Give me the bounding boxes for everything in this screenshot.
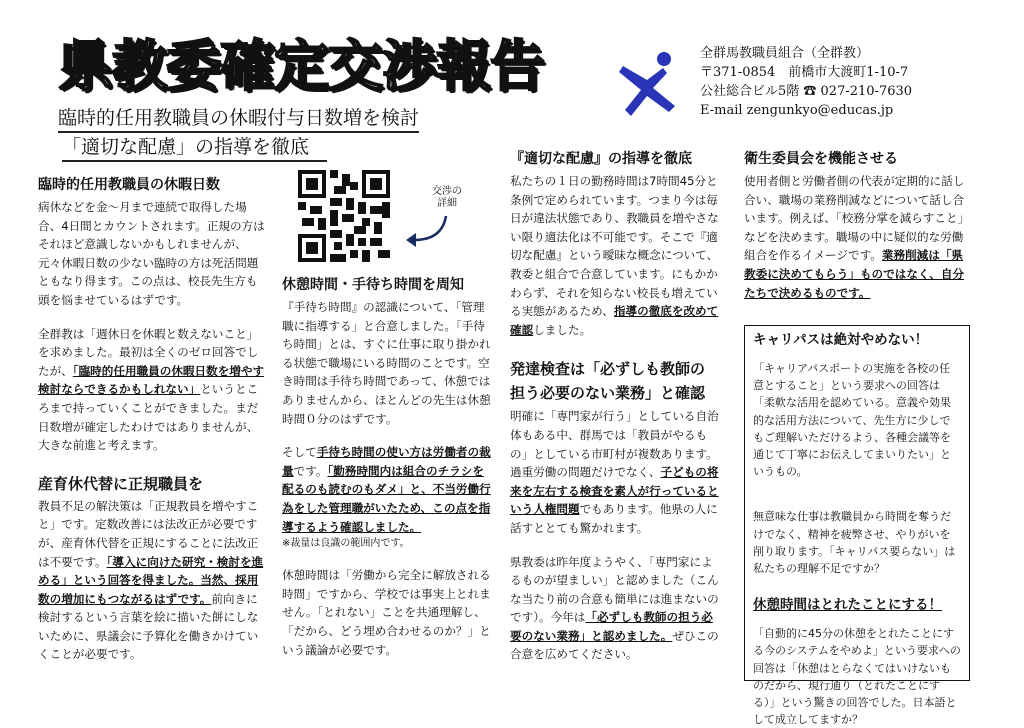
union-logo-icon [617,50,683,122]
column-2 [282,276,494,659]
qr-caption: 交渉の 詳細 [432,186,462,209]
footnote: ※裁量は良識の範囲内です。 [282,538,410,550]
paragraph: 『手待ち時間』の認識について、「管理職に指導する」と合意しました。「手待ち時間」とは、すぐに仕事に取り掛かれる状態で職場にいる時間のことです。空き時間は手待ち時間であって、休憩ではありませんから、ほとんどの先生は休憩時間０分のはずです。 [282,300,491,426]
qr-code-icon[interactable] [298,170,390,262]
heading-appropriate-care: 『適切な配慮』の指導を徹底 [510,151,692,167]
heading-temp-leave: 臨時的任用教職員の休暇日数 [38,177,220,193]
heading-maternity-substitute: 産育休代替に正規職員を [38,474,204,493]
org-name: 全群馬教職員組合（全群教） [700,46,870,61]
org-address: 〒371-0854 前橋市大渡町1-10-7 [700,65,909,80]
paragraph: 「自動的に45分の休憩をとれたことにする今のシステムをやめよ」という要求への回答は「休憩はとらなくてはいけないものだから、現行通り（とれたことにする）」という驚きの回答でした。日本語として成立してますか？ [753,627,961,727]
paragraph: 明確に「専門家が行う」としている自治体もある中、群馬では「教員がやるもの」としている市町村が複数あります。過重労働の問題だけでなく、子どもの将来を左右する検査を素人が行っているという人権問題でもあります。他県の人に話すととても驚かれます。 [510,409,719,535]
heading-health-committee: 衛生委員会を機能させる [744,151,898,167]
heading-break-assumed: 休憩時間はとれたことにする！ [753,597,942,614]
paragraph: 県教委は昨年度ようやく、「専門家によるものが望ましい」と認めました（こんな当たり前の合意も簡単には進まないのです）。今年は「必ずしも教師の担う必要のない業務」と認めました。ぜひこの合意を広めてください。 [510,554,719,662]
subtitle-1: 臨時的任用教職員の休暇付与日数増を検討 [58,103,419,133]
org-info [700,44,912,120]
paragraph: 「キャリアパスポートの実施を各校の任意とすること」という要求への回答は「柔軟な活用を認めている。意義や効果的な活用方法について、先生方に少しでもご理解いただけるよう、各種会議等を通じて丁寧にお伝えしてまいりたい」というもの。 [753,362,951,479]
heading-development-test: 発達検査は「必ずしも教師の 担う必要のない業務」と確認 [510,360,706,403]
org-phone: 公社総合ビル5階 ☎ 027-210-7630 [700,84,913,99]
org-email[interactable]: E-mail zengunkyo@educas.jp [700,103,894,118]
column-3 [510,150,724,664]
paragraph: 全群教は「週休日を休暇と数えないこと」を求めました。最初は全くのゼロ回答でしたが、「臨時的任用職員の休暇日数を増やす検討ならできるかもしれない」というところまで持っていくことができました。まだ日数増が確定したわけではありませんが、大きな前進と考えます。 [38,326,265,453]
heading-break-time: 休憩時間・手待ち時間を周知 [282,277,464,293]
paragraph: 無意味な仕事は教職員から時間を奪うだけでなく、精神を疲弊させ、やりがいを削り取ります。「キャリパス要らない」は私たちの理解不足ですか？ [753,510,956,576]
column-4 [744,150,970,302]
column-1 [38,176,268,664]
paragraph: 教員不足の解決策は「正規教員を増やすこと」です。定数改善には法改正が必要ですが、産育休代替を正規にすることに法改正は不要です。「導入に向けた研究・検討を進める」という回答を得ました。当然、採用数の増加にもつながるはずです。前向きに検討するという言葉を絵に描いた餅にしないために、県議会に予算化を働きかけていくことが必要です。 [38,498,264,662]
paragraph: 病休などを金～月まで連続で取得した場合、4日間とカウントされます。正規の方はそれほど意識しないかもしれませんが、元々休暇日数の少ない臨時の方は死活問題ともなり得ます。この点は、校長先生方も頭を悩ませているはずです。 [38,200,265,307]
paragraph: 使用者側と労働者側の代表が定期的に話し合い、職場の業務削減などについて話し合います。例えば、「校務分掌を減らすこと」などを決めます。職場の中に疑似的な労働組合を作るイメージです。業務削減は「県教委に決めてもらう」ものではなく、自分たちで決めるものです。 [744,174,970,300]
heading-career-passport: キャリパスは絶対やめない！ [753,332,929,348]
paragraph: 私たちの１日の勤務時間は7時間45分と条例で定められています。つまり今は毎日が違法状態であり、教職員を増やさない限り適法化は不可能です。そこで『適切な配慮』という曖昧な概念について、教委と組合で合意しています。にもかかわらず、それを知らない校長も増えている実態があるため、指導の徹底を改めて確認しました。 [510,174,719,337]
paragraph: そして手待ち時間の使い方は労働者の裁量です。「勤務時間内は組合のチラシを配るのも読むのもダメ」と、不当労働行為をした管理職がいたため、この点を指導するよう確認しました。 [282,445,491,534]
paragraph: 休憩時間は「労働から完全に解放される時間」ですから、学校では事実上とれません。「とれない」ことを共通理解し、「だから、どう埋め合わせるのか？」という議論が必要です。 [282,568,491,657]
masthead-title: 県教委確定交渉報告 [58,34,545,98]
career-passport-box [744,325,970,727]
curved-arrow-icon [402,212,452,248]
subtitle-2: 「適切な配慮」の指導を徹底 [62,132,327,162]
